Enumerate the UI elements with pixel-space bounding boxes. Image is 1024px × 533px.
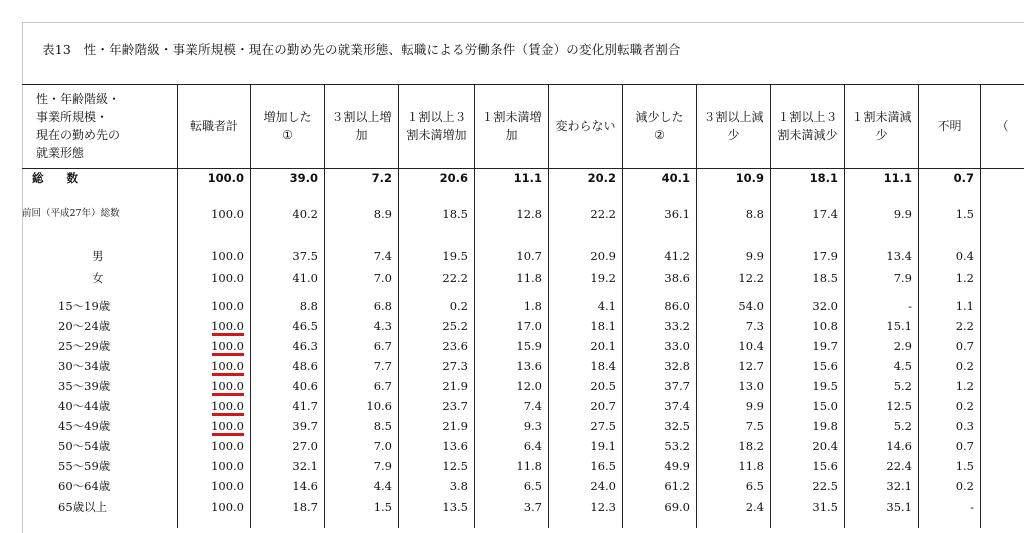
table-cell: 19.7 (812, 339, 838, 353)
table-cell: 13.4 (886, 249, 912, 263)
table-cell: 9.3 (523, 419, 542, 433)
table-cell: 22.4 (886, 459, 912, 473)
row-label: 20～24歳 (58, 319, 111, 333)
column-header (177, 84, 250, 168)
table-cell: 86.0 (664, 299, 690, 313)
table-cell: 11.8 (516, 459, 542, 473)
stub-header-line: 就業形態 (36, 146, 85, 160)
table-cell: 6.7 (373, 379, 392, 393)
table-cell: 4.5 (893, 359, 912, 373)
row-label: 45～49歳 (58, 419, 111, 433)
column-header-line: 転職者計 (189, 119, 238, 133)
table-cell: 20.9 (590, 249, 616, 263)
row-label: 総 数 (32, 171, 78, 185)
table-cell: 48.6 (292, 359, 318, 373)
table-cell: 11.1 (513, 171, 542, 185)
table-cell: 10.7 (516, 249, 542, 263)
table-cell: 20.7 (590, 399, 616, 413)
stub-header-line: 現在の勤め先の (36, 128, 121, 142)
table-cell: 35.1 (886, 500, 912, 514)
table-cell: 17.9 (812, 249, 838, 263)
table-row (22, 356, 1024, 376)
table-cell: 100.0 (211, 271, 244, 285)
column-header (980, 84, 1024, 168)
table-cell: - (970, 500, 974, 514)
table-cell: 12.8 (516, 207, 542, 221)
table-cell: 100.0 (211, 419, 244, 433)
table-row (22, 476, 1024, 496)
table-cell: 19.2 (590, 271, 616, 285)
column-header-line: １割未満減 (851, 110, 912, 124)
table-row (22, 376, 1024, 396)
table-row (22, 456, 1024, 476)
table-cell: 32.1 (886, 479, 912, 493)
table-cell: 38.6 (664, 271, 690, 285)
table-cell: 1.5 (955, 207, 974, 221)
table-cell: 7.9 (893, 271, 912, 285)
column-header (250, 84, 324, 168)
table-cell: 32.1 (292, 459, 318, 473)
table-cell: 1.5 (373, 500, 392, 514)
table-cell: 8.8 (745, 207, 764, 221)
table-cell: 21.9 (442, 419, 468, 433)
table-cell: 100.0 (211, 459, 244, 473)
table-cell: 17.4 (812, 207, 838, 221)
table-cell: 18.5 (442, 207, 468, 221)
table-cell: 7.3 (745, 319, 764, 333)
table-cell: 0.2 (955, 479, 974, 493)
table-cell: 100.0 (211, 500, 244, 514)
table-cell: 37.4 (664, 399, 690, 413)
table-cell: 32.8 (664, 359, 690, 373)
row-label: 15～19歳 (58, 299, 111, 313)
table-cell: 33.0 (664, 339, 690, 353)
table-cell: 20.2 (587, 171, 616, 185)
column-header-line: 不明 (937, 119, 962, 133)
column-header-line: 割未満減少 (777, 128, 838, 142)
table-cell: 1.8 (523, 299, 542, 313)
table-cell: 6.7 (373, 339, 392, 353)
table-row (22, 296, 1024, 316)
table-cell: 40.1 (661, 171, 690, 185)
row-label: 30～34歳 (58, 359, 111, 373)
table-cell: 17.0 (516, 319, 542, 333)
table-cell: 49.9 (664, 459, 690, 473)
column-header (324, 84, 398, 168)
column-header-line: 変わらない (555, 119, 616, 133)
table-cell: 100.0 (211, 249, 244, 263)
table-cell: 41.2 (664, 249, 690, 263)
row-label: 男 (92, 249, 104, 263)
table-cell: 2.9 (893, 339, 912, 353)
table-cell: 10.4 (738, 339, 764, 353)
table-cell: 7.4 (373, 249, 392, 263)
row-label: 65歳以上 (58, 500, 108, 514)
column-header-line: １割以上３ (777, 110, 838, 124)
column-header-line: １割未満増 (481, 110, 542, 124)
table-cell: 23.6 (442, 339, 468, 353)
table-cell: 100.0 (211, 319, 244, 333)
table-cell: 0.2 (449, 299, 468, 313)
table-cell: 15.9 (516, 339, 542, 353)
stub-header-line: 事業所規模・ (36, 110, 109, 124)
table-cell: 11.1 (883, 171, 912, 185)
table-cell: - (908, 299, 912, 313)
table-cell: 41.0 (292, 271, 318, 285)
table-cell: 13.6 (442, 439, 468, 453)
table-cell: 5.2 (893, 419, 912, 433)
row-label: 60～64歳 (58, 479, 111, 493)
table-row (22, 436, 1024, 456)
table-cell: 11.8 (516, 271, 542, 285)
table-cell: 7.4 (523, 399, 542, 413)
column-header-line: 少 (875, 128, 888, 142)
row-label: 女 (92, 271, 104, 285)
table-cell: 13.6 (516, 359, 542, 373)
table-cell: 7.9 (373, 459, 392, 473)
table-cell: 13.0 (738, 379, 764, 393)
table-cell: 37.5 (292, 249, 318, 263)
table-cell: 27.3 (442, 359, 468, 373)
table-cell: 1.2 (955, 271, 974, 285)
table-cell: 12.3 (590, 500, 616, 514)
column-header-line: ３割以上増 (331, 110, 392, 124)
table-cell: 69.0 (664, 500, 690, 514)
table-cell: 1.1 (955, 299, 974, 313)
table-cell: 7.5 (745, 419, 764, 433)
table-cell: 54.0 (738, 299, 764, 313)
table-cell: 36.1 (664, 207, 690, 221)
table-cell: 40.2 (292, 207, 318, 221)
table-cell: 6.5 (523, 479, 542, 493)
table-cell: 19.5 (442, 249, 468, 263)
table-cell: 27.0 (292, 439, 318, 453)
total-row (22, 168, 1024, 188)
table-cell: 13.5 (442, 500, 468, 514)
column-header-line: 少 (727, 128, 740, 142)
table-row (22, 416, 1024, 436)
column-header (622, 84, 696, 168)
column-header-line: ② (654, 128, 665, 142)
table-row (22, 246, 1024, 266)
table-cell: 14.6 (292, 479, 318, 493)
table-header (22, 84, 1024, 168)
table-cell: 12.2 (738, 271, 764, 285)
table-cell: 100.0 (211, 399, 244, 413)
table-cell: 41.7 (292, 399, 318, 413)
table-cell: 18.4 (590, 359, 616, 373)
table-cell: 20.5 (590, 379, 616, 393)
table-cell: 18.7 (292, 500, 318, 514)
table-cell: 27.5 (590, 419, 616, 433)
column-header (474, 84, 548, 168)
table-cell: 20.6 (439, 171, 468, 185)
table-cell: 7.0 (373, 271, 392, 285)
table-cell: 23.7 (442, 399, 468, 413)
table-cell: 2.4 (745, 500, 764, 514)
table-cell: 6.4 (523, 439, 542, 453)
column-header (398, 84, 474, 168)
table-cell: 4.1 (597, 299, 616, 313)
table-cell: 7.7 (373, 359, 392, 373)
table-cell: 8.9 (373, 207, 392, 221)
column-header-line: 加 (505, 128, 518, 142)
table-cell: 16.5 (590, 459, 616, 473)
row-label: 前回（平成27年）総数 (22, 208, 120, 219)
table-cell: 9.9 (745, 399, 764, 413)
row-label: 55～59歳 (58, 459, 111, 473)
table-cell: 19.8 (812, 419, 838, 433)
row-label: 40～44歳 (58, 399, 111, 413)
table-cell: 24.0 (590, 479, 616, 493)
row-label: 35～39歳 (58, 379, 111, 393)
table-cell: 9.9 (745, 249, 764, 263)
table-cell: 39.0 (289, 171, 318, 185)
table-cell: 10.8 (812, 319, 838, 333)
table-title: 表13 性・年齢階級・事業所規模・現在の勤め先の就業形態、転職による労働条件（賃金）の変化別転職者割合 (42, 42, 681, 57)
table-cell: 25.2 (442, 319, 468, 333)
column-header (844, 84, 918, 168)
table-cell: 39.7 (292, 419, 318, 433)
stub-header-line: 性・年齢階級・ (36, 92, 121, 106)
table-cell: 12.0 (516, 379, 542, 393)
table-row (22, 396, 1024, 416)
column-header-line: 減少した (635, 110, 684, 124)
table-row (22, 268, 1024, 288)
table-row (22, 497, 1024, 517)
table-cell: 100.0 (207, 171, 244, 185)
table-cell: 15.6 (812, 359, 838, 373)
table-cell: 6.8 (373, 299, 392, 313)
table-cell: 18.1 (590, 319, 616, 333)
table-cell: 14.6 (886, 439, 912, 453)
table-cell: 5.2 (893, 379, 912, 393)
stub-header (22, 84, 177, 168)
table-cell: 19.1 (590, 439, 616, 453)
table-cell: 33.2 (664, 319, 690, 333)
table-row (22, 336, 1024, 356)
table-cell: 61.2 (664, 479, 690, 493)
table-cell: 10.9 (735, 171, 764, 185)
table-cell: 11.8 (738, 459, 764, 473)
table-cell: 0.7 (955, 439, 974, 453)
table-cell: 46.5 (292, 319, 318, 333)
table-cell: 100.0 (211, 379, 244, 393)
table-cell: 100.0 (211, 207, 244, 221)
table-cell: 10.6 (366, 399, 392, 413)
table-cell: 8.5 (373, 419, 392, 433)
table-cell: 20.4 (812, 439, 838, 453)
table-cell: 100.0 (211, 339, 244, 353)
table-cell: 22.2 (442, 271, 468, 285)
column-header-line: ３割以上減 (703, 110, 764, 124)
column-header (548, 84, 622, 168)
table-cell: 8.8 (299, 299, 318, 313)
table-cell: 0.3 (955, 419, 974, 433)
table-cell: 46.3 (292, 339, 318, 353)
column-header (918, 84, 980, 168)
table-cell: 3.7 (523, 500, 542, 514)
table-cell: 100.0 (211, 299, 244, 313)
table-cell: 0.2 (955, 399, 974, 413)
table-cell: 9.9 (893, 207, 912, 221)
table-cell: 2.2 (955, 319, 974, 333)
table-cell: 18.2 (738, 439, 764, 453)
table-cell: 32.0 (812, 299, 838, 313)
table-cell: 3.8 (449, 479, 468, 493)
table-cell: 15.0 (812, 399, 838, 413)
table-cell: 1.2 (955, 379, 974, 393)
table-cell: 37.7 (664, 379, 690, 393)
table-row (22, 316, 1024, 336)
table-cell: 19.5 (812, 379, 838, 393)
column-header-line: ① (282, 128, 293, 142)
table-cell: 6.5 (745, 479, 764, 493)
table-row (22, 204, 1024, 224)
table-cell: 21.9 (442, 379, 468, 393)
column-header-line: 増加した (263, 110, 312, 124)
table-cell: 12.7 (738, 359, 764, 373)
column-header-line: １割以上３ (406, 110, 467, 124)
table-cell: 12.5 (442, 459, 468, 473)
table-cell: 0.2 (955, 359, 974, 373)
table-cell: 40.6 (292, 379, 318, 393)
table-cell: 0.4 (955, 249, 974, 263)
table-cell: 1.5 (955, 459, 974, 473)
column-header (770, 84, 844, 168)
table-cell: 4.4 (373, 479, 392, 493)
column-header-line: 割未満増加 (406, 128, 467, 142)
table-cell: 100.0 (211, 439, 244, 453)
table-cell: 22.5 (812, 479, 838, 493)
table-cell: 22.2 (590, 207, 616, 221)
row-label: 50～54歳 (58, 439, 111, 453)
table-cell: 100.0 (211, 359, 244, 373)
table-cell: 20.1 (590, 339, 616, 353)
table-cell: 15.1 (886, 319, 912, 333)
table-cell: 100.0 (211, 479, 244, 493)
column-header (696, 84, 770, 168)
table-cell: 0.7 (955, 339, 974, 353)
table-cell: 0.7 (953, 171, 974, 185)
table-cell: 53.2 (664, 439, 690, 453)
table-cell: 18.1 (809, 171, 838, 185)
table-cell: 15.6 (812, 459, 838, 473)
table-cell: 7.0 (373, 439, 392, 453)
table-cell: 31.5 (812, 500, 838, 514)
table-cell: 4.3 (373, 319, 392, 333)
row-label: 25～29歳 (58, 339, 111, 353)
table-cell: 32.5 (664, 419, 690, 433)
table-cell: 18.5 (812, 271, 838, 285)
table-cell: 7.2 (371, 171, 392, 185)
table-cell: 12.5 (886, 399, 912, 413)
column-header-line: 加 (355, 128, 368, 142)
column-header-line: （ (996, 119, 1009, 133)
